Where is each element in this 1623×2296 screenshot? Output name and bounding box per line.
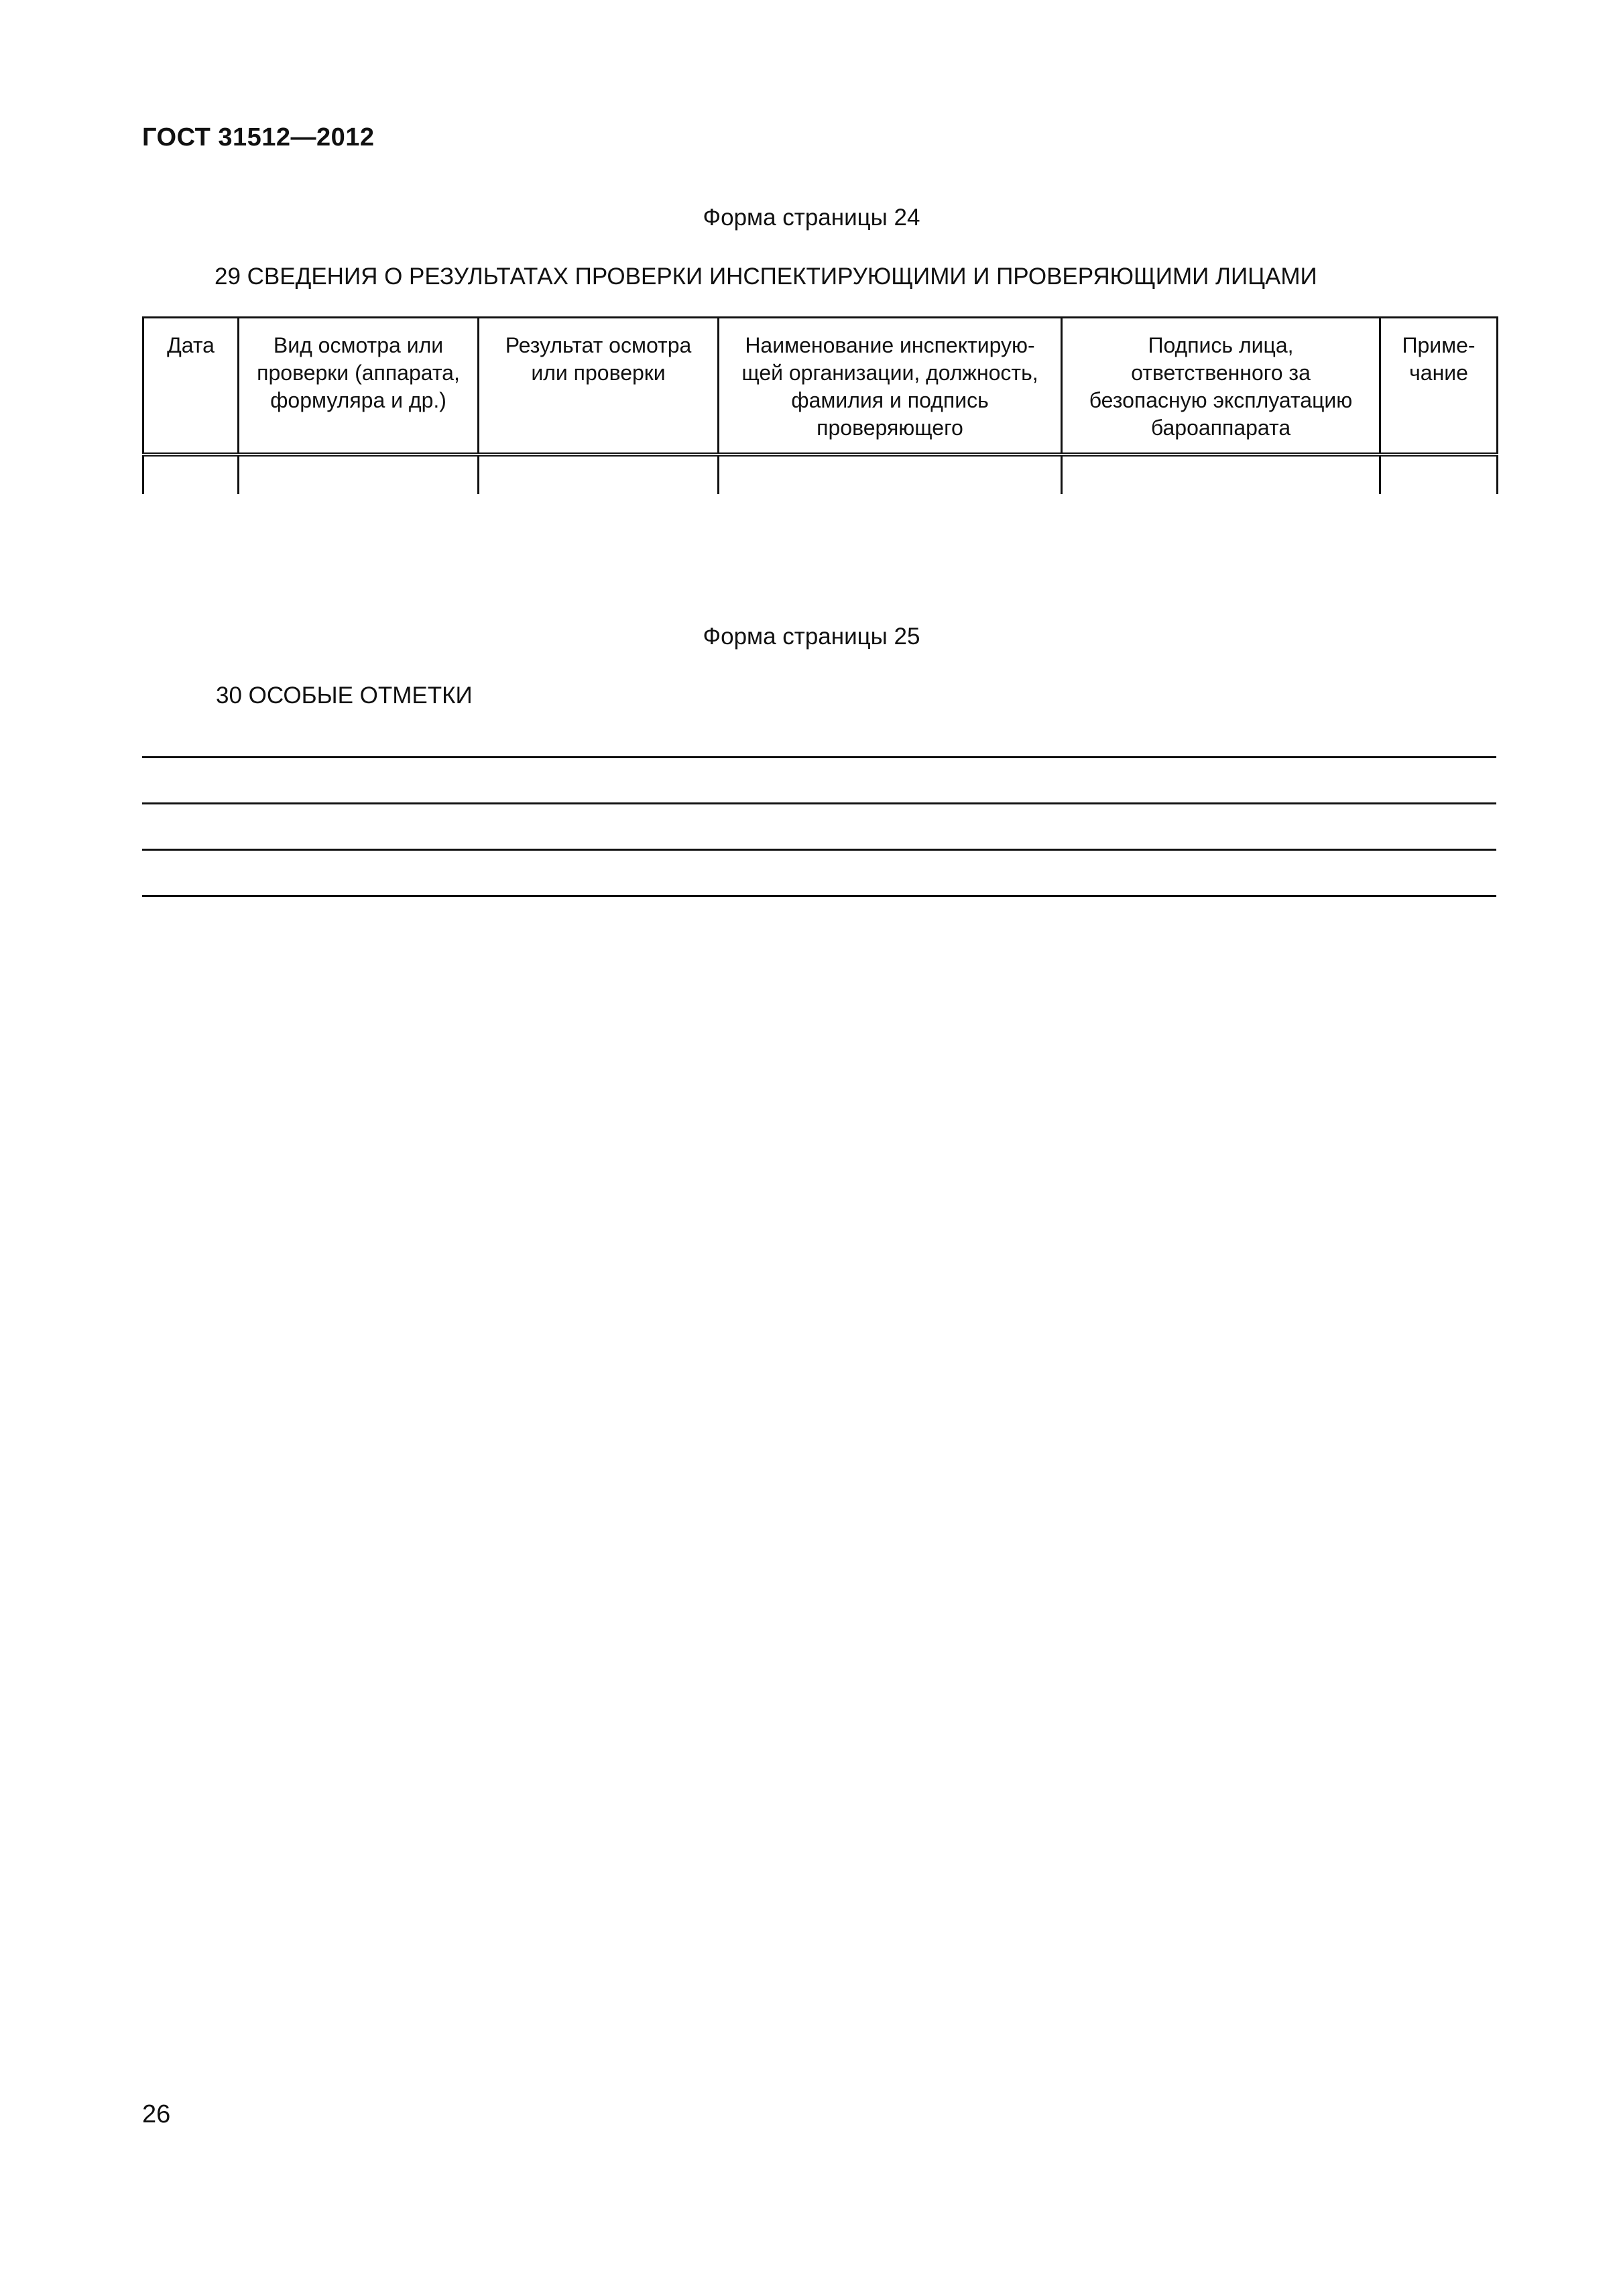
table-row [143, 455, 1498, 494]
column-header-responsible-signature: Подпись лица, ответственного за безопасную эксплуатацию бароаппарата [1062, 318, 1380, 455]
section-30-title: 30 ОСОБЫЕ ОТМЕТКИ [216, 682, 473, 709]
table-cell [719, 455, 1062, 494]
page-number: 26 [142, 2100, 171, 2128]
column-header-date: Дата [143, 318, 239, 455]
table-cell [143, 455, 239, 494]
inspection-results-table [142, 316, 1498, 494]
column-header-inspector-info: Наименование инспектирую-щей организации, должность, фамилия и подпись проверяющего [719, 318, 1062, 455]
notes-line [142, 802, 1496, 804]
form-page-24-caption: Форма страницы 24 [703, 204, 920, 231]
table-header-row [143, 318, 1498, 455]
column-header-inspection-type: Вид осмотра или проверки (аппарата, формуляра и др.) [239, 318, 479, 455]
table-cell [239, 455, 479, 494]
notes-line [142, 849, 1496, 851]
column-header-note: Приме-чание [1380, 318, 1498, 455]
table-cell [1380, 455, 1498, 494]
table-cell [1062, 455, 1380, 494]
form-page-25-caption: Форма страницы 25 [703, 623, 920, 650]
standard-designation: ГОСТ 31512—2012 [142, 123, 375, 152]
column-header-inspection-result: Результат осмотра или проверки [479, 318, 719, 455]
table-cell [479, 455, 719, 494]
section-29-title: 29 СВЕДЕНИЯ О РЕЗУЛЬТАТАХ ПРОВЕРКИ ИНСПЕКТИРУЮЩИМИ И ПРОВЕРЯЮЩИМИ ЛИЦАМИ [215, 263, 1317, 290]
notes-line [142, 756, 1496, 758]
notes-line [142, 895, 1496, 897]
